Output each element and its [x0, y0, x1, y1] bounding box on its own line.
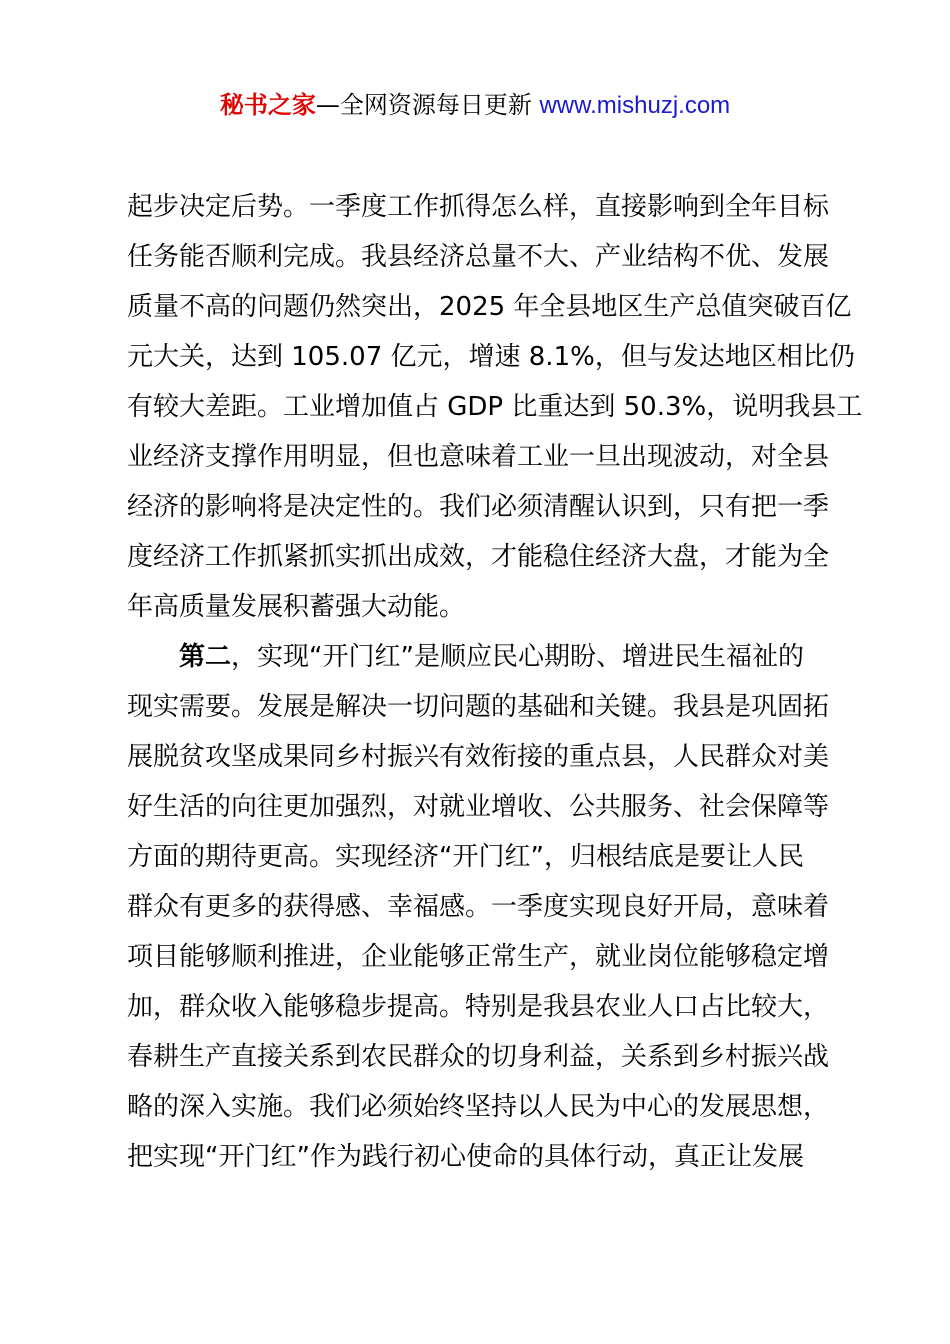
text-line: 年高质量发展积蓄强大动能。 — [127, 592, 466, 622]
text-line: 春耕生产直接关系到农民群众的切身利益，关系到乡村振兴战 — [127, 1042, 830, 1072]
text-line: 元大关，达到 105.07 亿元，增速 8.1%，但与发达地区相比仍 — [127, 342, 855, 372]
paragraph-2 — [127, 632, 837, 1182]
text-line: 现实需要。发展是解决一切问题的基础和关键。我县是巩固拓 — [127, 692, 830, 722]
text-line: 展脱贫攻坚成果同乡村振兴有效衔接的重点县，人民群众对美 — [127, 742, 830, 772]
brand-name: 秘书之家 — [219, 91, 316, 119]
text-line: 方面的期待更高。实现经济“开门红”，归根结底是要让人民 — [127, 842, 804, 872]
document-header — [0, 86, 950, 125]
text-line: 好生活的向往更加强烈，对就业增收、公共服务、社会保障等 — [127, 792, 830, 822]
site-url-link[interactable]: www.mishuzj.com — [539, 92, 731, 119]
section-lead: 第二 — [179, 642, 232, 672]
text-line: 项目能够顺利推进，企业能够正常生产，就业岗位能够稳定增 — [127, 942, 830, 972]
text-line: 起步决定后势。一季度工作抓得怎么样，直接影响到全年目标 — [127, 192, 830, 222]
text-line: 加，群众收入能够稳步提高。特别是我县农业人口占比较大， — [127, 992, 830, 1022]
text-line: 把实现“开门红”作为践行初心使命的具体行动，真正让发展 — [127, 1142, 804, 1172]
text-line: 经济的影响将是决定性的。我们必须清醒认识到，只有把一季 — [127, 492, 830, 522]
header-tagline: —全网资源每日更新 — [315, 91, 540, 119]
text-line: 度经济工作抓紧抓实抓出成效，才能稳住经济大盘，才能为全 — [127, 542, 830, 572]
text-line: 任务能否顺利完成。我县经济总量不大、产业结构不优、发展 — [127, 242, 830, 272]
text-line: 略的深入实施。我们必须始终坚持以人民为中心的发展思想， — [127, 1092, 830, 1122]
text-span: ，实现“开门红”是顺应民心期盼、增进民生福祉的 — [231, 642, 804, 672]
text-line: 业经济支撑作用明显，但也意味着工业一旦出现波动，对全县 — [127, 442, 830, 472]
text-line: 有较大差距。工业增加值占 GDP 比重达到 50.3%，说明我县工 — [127, 392, 863, 422]
text-line: 质量不高的问题仍然突出，2025 年全县地区生产总值突破百亿 — [127, 292, 852, 322]
text-line: 群众有更多的获得感、幸福感。一季度实现良好开局，意味着 — [127, 892, 830, 922]
document-body — [127, 182, 863, 1182]
paragraph-first-line — [127, 632, 837, 682]
paragraph-1 — [127, 182, 863, 632]
